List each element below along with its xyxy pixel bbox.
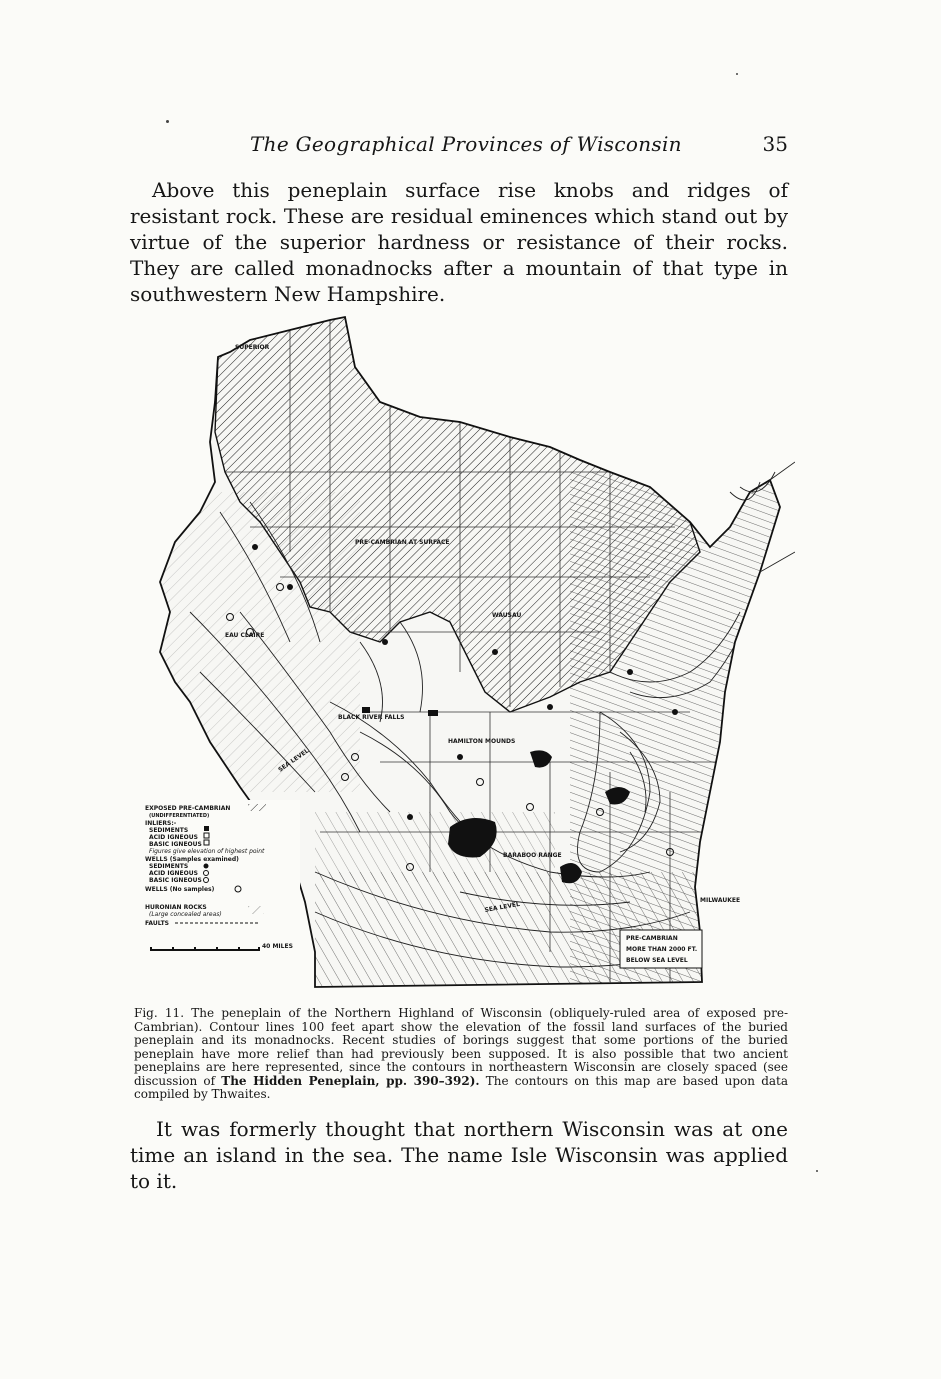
legend-huronian: HURONIAN ROCKS <box>145 904 207 911</box>
label-pre-cambrian: PRE-CAMBRIAN AT SURFACE <box>355 539 450 546</box>
legend-acid-igneous: ACID IGNEOUS <box>149 834 198 841</box>
label-sea-level-south: SEA LEVEL <box>484 900 521 914</box>
figure-caption <box>134 1007 788 1102</box>
label-eau-claire: EAU CLAIRE <box>225 632 265 639</box>
legend-inliers: INLIERS:- <box>145 820 177 827</box>
body-paragraph-1: Above this peneplain surface rise knobs and ridges of resistant rock. These are residual eminences which stand out by virtue of the superior hardness or resistance of their rocks. They are called monadnocks after a mountain of that type in southwestern New Hampshire. <box>130 178 788 306</box>
paper-speck <box>816 1170 818 1172</box>
label-milwaukee: MILWAUKEE <box>700 897 741 904</box>
label-sea-level-west: SEA LEVEL <box>277 747 311 774</box>
wisconsin-peneplain-map <box>130 312 795 1002</box>
legend-wells-basic: BASIC IGNEOUS <box>149 877 202 884</box>
label-hamilton-mounds: HAMILTON MOUNDS <box>448 738 516 745</box>
caption-reference: The Hidden Peneplain, pp. 390–392). <box>221 1073 480 1088</box>
legend-sediments: SEDIMENTS <box>149 827 189 834</box>
body-paragraph-2: It was formerly thought that northern Wisconsin was at one time an island in the sea. The name Isle Wisconsin was applied to it. <box>130 1117 788 1193</box>
inset-line1: PRE-CAMBRIAN <box>626 935 678 942</box>
inset-line2: MORE THAN 2000 FT. <box>626 946 698 953</box>
legend-basic-igneous: BASIC IGNEOUS <box>149 841 202 848</box>
legend-exposed: EXPOSED PRE-CAMBRIAN <box>145 805 231 812</box>
legend-huronian-sub: (Large concealed areas) <box>149 911 222 918</box>
legend-scale: 40 MILES <box>262 943 293 950</box>
legend-faults: FAULTS <box>145 920 169 927</box>
caption-text-1: Fig. 11. The peneplain of the Northern Highland of Wisconsin (obliquely-ruled area of exposed pre-Cambrian). Contour lines 100 feet apart show the elevation of the fossil land surfaces of the buried peneplain and its monadnocks. Recent studies of borings suggest that some portions of the buried peneplain have more relief than had previously been supposed. It is also possible that two ancient peneplains are here represented, since the contours in northeastern Wisconsin are closely spaced (see discussion of <box>134 1006 788 1088</box>
legend-figures-note: Figures give elevation of highest point <box>149 848 265 855</box>
legend-wells-no: WELLS (No samples) <box>145 886 215 893</box>
label-wausau: WAUSAU <box>492 612 522 619</box>
legend-wells-acid: ACID IGNEOUS <box>149 870 198 877</box>
label-black-river-falls: BLACK RIVER FALLS <box>338 714 405 721</box>
label-baraboo-range: BARABOO RANGE <box>503 852 562 859</box>
page-header <box>130 132 790 162</box>
caption-text-2: The contours on this map are based upon data compiled by Thwaites. <box>134 1073 789 1101</box>
legend-wells-sediments: SEDIMENTS <box>149 863 189 870</box>
page-number: 35 <box>762 132 788 156</box>
map-legend <box>140 800 300 960</box>
paper-speck <box>736 73 738 75</box>
legend-exposed-sub: (UNDIFFERENTIATED) <box>149 813 210 819</box>
label-superior: SUPERIOR <box>235 344 270 351</box>
running-title: The Geographical Provinces of Wisconsin <box>250 132 682 156</box>
inset-line3: BELOW SEA LEVEL <box>626 957 688 964</box>
map-inset <box>620 930 702 968</box>
legend-wells: WELLS (Samples examined) <box>145 856 239 863</box>
paper-speck <box>166 120 169 123</box>
